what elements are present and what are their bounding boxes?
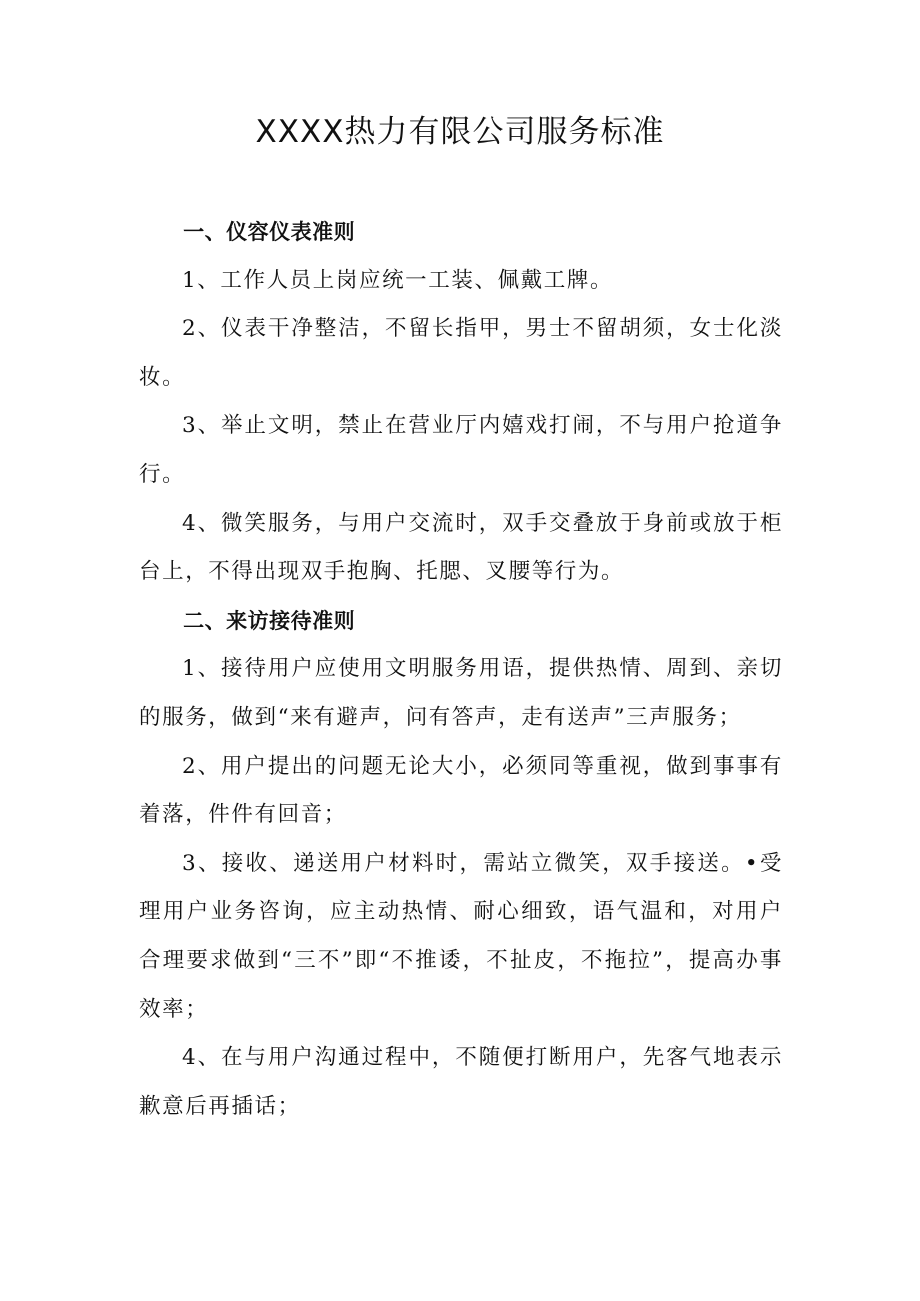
document-body [139,208,783,1131]
paragraph: 1、工作人员上岗应统一工装、佩戴工牌。 [182,267,614,293]
section-heading-reception: 二、来访接待准则 [183,608,356,633]
paragraph: 2、仪表干净整洁，不留长指甲，男士不留胡须，女士化淡妆。 [139,316,783,390]
paragraph: 4、微笑服务，与用户交流时，双手交叠放于身前或放于柜台上，不得出现双手抱胸、托腮、叉腰等行为。 [139,510,783,585]
paragraph: 4、在与用户沟通过程中，不随便打断用户，先客气地表示歉意后再插话； [139,1045,783,1119]
paragraph: 2、用户提出的问题无论大小，必须同等重视，做到事事有着落，件件有回音； [139,753,783,828]
document-title: XXXX热力有限公司服务标准 [255,114,665,150]
paragraph: 3、接收、递送用户材料时，需站立微笑，双手接送。•受理用户业务咨询，应主动热情、耐心细致，语气温和，对用户合理要求做到“三不”即“不推诿，不扯皮，不拖拉”，提高办事效率； [139,850,783,1022]
paragraph: 3、举止文明，禁止在营业厅内嬉戏打闹，不与用户抢道争行。 [139,413,783,487]
section-heading-appearance: 一、仪容仪表准则 [183,220,356,244]
paragraph: 1、接待用户应使用文明服务用语，提供热情、周到、亲切的服务，做到“来有避声，问有答声，走有送声”三声服务； [139,656,783,730]
